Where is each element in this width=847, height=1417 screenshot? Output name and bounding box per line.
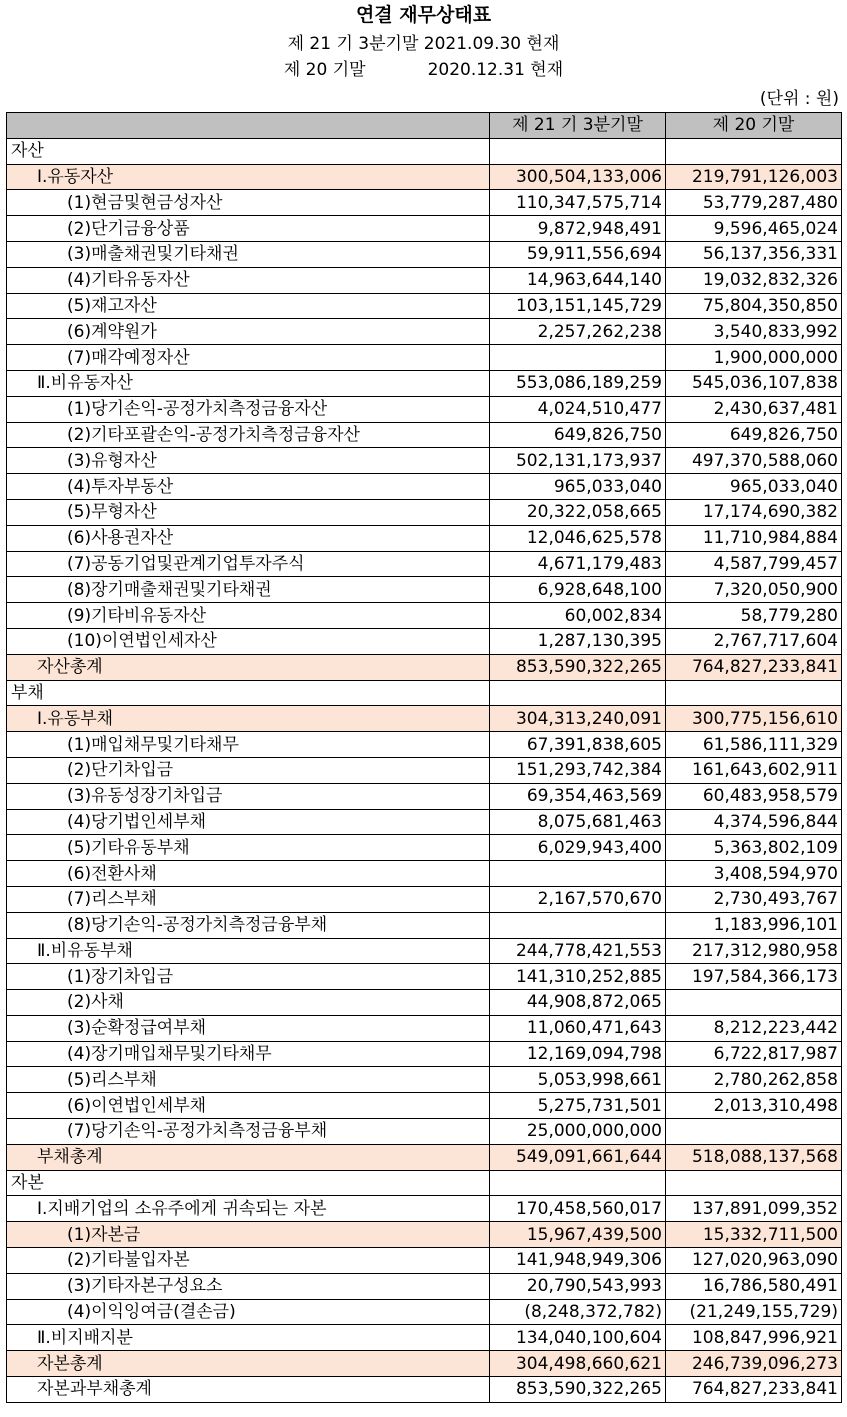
prior-period-value: 1,183,996,101 <box>666 912 842 938</box>
prior-period-value: 5,363,802,109 <box>666 835 842 861</box>
current-period-value: 12,169,094,798 <box>490 1041 666 1067</box>
current-period-value: 6,928,648,100 <box>490 577 666 603</box>
period-current: 제 21 기 3분기말 2021.09.30 현재 <box>287 34 560 54</box>
table-row <box>7 319 842 345</box>
table-row <box>7 241 842 267</box>
prior-period-value: 545,036,107,838 <box>666 370 842 396</box>
prior-period-value <box>666 990 842 1016</box>
prior-period-value: 7,320,050,900 <box>666 577 842 603</box>
current-period-value: 304,313,240,091 <box>490 706 666 732</box>
prior-period-value: 2,730,493,767 <box>666 886 842 912</box>
current-period-value: 549,091,661,644 <box>490 1144 666 1170</box>
table-row <box>7 164 842 190</box>
row-label: (7)당기손익-공정가치측정금융부채 <box>7 1119 490 1145</box>
table-row <box>7 912 842 938</box>
current-period-value: 20,322,058,665 <box>490 499 666 525</box>
prior-period-value: 2,767,717,604 <box>666 628 842 654</box>
prior-period-value: 497,370,588,060 <box>666 448 842 474</box>
prior-period-value: 219,791,126,003 <box>666 164 842 190</box>
row-label: (1)매입채무및기타채무 <box>7 732 490 758</box>
current-period-value <box>490 1170 666 1196</box>
table-body <box>7 138 842 1402</box>
prior-period-value: (21,249,155,729) <box>666 1299 842 1325</box>
table-row <box>7 886 842 912</box>
table-row <box>7 267 842 293</box>
row-label: (2)단기차입금 <box>7 757 490 783</box>
prior-period-value: 9,596,465,024 <box>666 216 842 242</box>
current-period-value: 25,000,000,000 <box>490 1119 666 1145</box>
current-period-value: 2,167,570,670 <box>490 886 666 912</box>
prior-period-value: 161,643,602,911 <box>666 757 842 783</box>
table-row <box>7 1351 842 1377</box>
table-row <box>7 680 842 706</box>
table-row <box>7 396 842 422</box>
prior-period-value: 2,013,310,498 <box>666 1093 842 1119</box>
row-label: 부채총계 <box>7 1144 490 1170</box>
table-row <box>7 706 842 732</box>
table-row <box>7 1222 842 1248</box>
prior-period-value: 8,212,223,442 <box>666 1015 842 1041</box>
current-period-value: 5,053,998,661 <box>490 1067 666 1093</box>
prior-period-value: 2,430,637,481 <box>666 396 842 422</box>
current-period-value: 44,908,872,065 <box>490 990 666 1016</box>
table-row <box>7 474 842 500</box>
prior-period-value: 4,587,799,457 <box>666 551 842 577</box>
header-current-period: 제 21 기 3분기말 <box>490 113 666 139</box>
table-row <box>7 1299 842 1325</box>
prior-period-value: 56,137,356,331 <box>666 241 842 267</box>
row-label: Ⅱ.비지배지분 <box>7 1325 490 1351</box>
current-period-value <box>490 680 666 706</box>
row-label: 자본 <box>7 1170 490 1196</box>
current-period-value <box>490 345 666 371</box>
row-label: 자산 <box>7 138 490 164</box>
current-period-value: 141,310,252,885 <box>490 964 666 990</box>
table-row <box>7 138 842 164</box>
prior-period-value <box>666 1119 842 1145</box>
prior-period-value: 75,804,350,850 <box>666 293 842 319</box>
current-period-value: 1,287,130,395 <box>490 628 666 654</box>
row-label: (7)매각예정자산 <box>7 345 490 371</box>
current-period-value: 304,498,660,621 <box>490 1351 666 1377</box>
current-period-value: 15,967,439,500 <box>490 1222 666 1248</box>
table-row <box>7 551 842 577</box>
current-period-value: 553,086,189,259 <box>490 370 666 396</box>
row-label: (1)자본금 <box>7 1222 490 1248</box>
row-label: (3)순확정급여부채 <box>7 1015 490 1041</box>
current-period-value: 110,347,575,714 <box>490 190 666 216</box>
row-label: (5)기타유동부채 <box>7 835 490 861</box>
table-row <box>7 732 842 758</box>
current-period-value: 9,872,948,491 <box>490 216 666 242</box>
current-period-value: 11,060,471,643 <box>490 1015 666 1041</box>
row-label: (3)유동성장기차입금 <box>7 783 490 809</box>
row-label: (10)이연법인세자산 <box>7 628 490 654</box>
current-period-value <box>490 912 666 938</box>
prior-period-value: 58,779,280 <box>666 603 842 629</box>
table-row <box>7 216 842 242</box>
unit-label: (단위 : 원) <box>759 89 839 109</box>
header-item <box>7 113 490 139</box>
table-row <box>7 757 842 783</box>
row-label: (4)이익잉여금(결손금) <box>7 1299 490 1325</box>
row-label: Ⅰ.지배기업의 소유주에게 귀속되는 자본 <box>7 1196 490 1222</box>
table-row <box>7 654 842 680</box>
table-row <box>7 499 842 525</box>
table-row <box>7 1377 842 1403</box>
row-label: (3)유형자산 <box>7 448 490 474</box>
table-row <box>7 1067 842 1093</box>
current-period-value: 4,024,510,477 <box>490 396 666 422</box>
table-row <box>7 1170 842 1196</box>
table-row <box>7 370 842 396</box>
row-label: (2)기타포괄손익-공정가치측정금융자산 <box>7 422 490 448</box>
current-period-value: 134,040,100,604 <box>490 1325 666 1351</box>
table-row <box>7 1119 842 1145</box>
prior-period-value: 53,779,287,480 <box>666 190 842 216</box>
row-label: (8)당기손익-공정가치측정금융부채 <box>7 912 490 938</box>
table-row <box>7 422 842 448</box>
prior-period-value <box>666 680 842 706</box>
prior-period-value: 16,786,580,491 <box>666 1273 842 1299</box>
period-prior-label: 제 20 기말 <box>283 60 366 80</box>
row-label: (6)전환사채 <box>7 861 490 887</box>
row-label: (5)무형자산 <box>7 499 490 525</box>
row-label: (4)투자부동산 <box>7 474 490 500</box>
table-row <box>7 1273 842 1299</box>
current-period-value: 4,671,179,483 <box>490 551 666 577</box>
prior-period-value: 60,483,958,579 <box>666 783 842 809</box>
table-row <box>7 783 842 809</box>
prior-period-value: 127,020,963,090 <box>666 1248 842 1274</box>
period-prior <box>0 58 847 82</box>
prior-period-value: 1,900,000,000 <box>666 345 842 371</box>
current-period-value: 141,948,949,306 <box>490 1248 666 1274</box>
current-period-value: 60,002,834 <box>490 603 666 629</box>
table-row <box>7 190 842 216</box>
table-row <box>7 938 842 964</box>
prior-period-value: 649,826,750 <box>666 422 842 448</box>
prior-period-value: 4,374,596,844 <box>666 809 842 835</box>
table-row <box>7 293 842 319</box>
prior-period-value: 518,088,137,568 <box>666 1144 842 1170</box>
current-period-value: 6,029,943,400 <box>490 835 666 861</box>
row-label: (6)이연법인세부채 <box>7 1093 490 1119</box>
prior-period-value: 137,891,099,352 <box>666 1196 842 1222</box>
row-label: (2)단기금융상품 <box>7 216 490 242</box>
row-label: (7)리스부채 <box>7 886 490 912</box>
prior-period-value: 246,739,096,273 <box>666 1351 842 1377</box>
prior-period-value: 965,033,040 <box>666 474 842 500</box>
prior-period-value: 764,827,233,841 <box>666 1377 842 1403</box>
row-label: (1)현금및현금성자산 <box>7 190 490 216</box>
row-label: (5)리스부채 <box>7 1067 490 1093</box>
row-label: (4)당기법인세부채 <box>7 809 490 835</box>
current-period-value: 244,778,421,553 <box>490 938 666 964</box>
period-prior-date: 2020.12.31 현재 <box>427 60 564 80</box>
row-label: (7)공동기업및관계기업투자주식 <box>7 551 490 577</box>
balance-sheet-table <box>6 112 842 1403</box>
row-label: Ⅱ.비유동부채 <box>7 938 490 964</box>
table-row <box>7 577 842 603</box>
prior-period-value: 17,174,690,382 <box>666 499 842 525</box>
prior-period-value: 2,780,262,858 <box>666 1067 842 1093</box>
row-label: 부채 <box>7 680 490 706</box>
table-header-row <box>7 113 842 139</box>
row-label: (5)재고자산 <box>7 293 490 319</box>
table-row <box>7 525 842 551</box>
table-row <box>7 809 842 835</box>
table-row <box>7 1325 842 1351</box>
row-label: Ⅰ.유동자산 <box>7 164 490 190</box>
row-label: (6)사용권자산 <box>7 525 490 551</box>
current-period-value: 67,391,838,605 <box>490 732 666 758</box>
current-period-value <box>490 861 666 887</box>
prior-period-value: 197,584,366,173 <box>666 964 842 990</box>
table-row <box>7 628 842 654</box>
prior-period-value <box>666 138 842 164</box>
current-period-value: 853,590,322,265 <box>490 1377 666 1403</box>
prior-period-value: 217,312,980,958 <box>666 938 842 964</box>
table-row <box>7 861 842 887</box>
row-label: 자산총계 <box>7 654 490 680</box>
current-period-value: (8,248,372,782) <box>490 1299 666 1325</box>
prior-period-value: 3,408,594,970 <box>666 861 842 887</box>
current-period-value: 649,826,750 <box>490 422 666 448</box>
row-label: Ⅰ.유동부채 <box>7 706 490 732</box>
current-period-value: 103,151,145,729 <box>490 293 666 319</box>
current-period-value: 59,911,556,694 <box>490 241 666 267</box>
current-period-value: 965,033,040 <box>490 474 666 500</box>
current-period-value <box>490 138 666 164</box>
prior-period-value: 300,775,156,610 <box>666 706 842 732</box>
row-label: Ⅱ.비유동자산 <box>7 370 490 396</box>
row-label: (2)사채 <box>7 990 490 1016</box>
table-row <box>7 1248 842 1274</box>
current-period-value: 300,504,133,006 <box>490 164 666 190</box>
table-row <box>7 990 842 1016</box>
current-period-value: 20,790,543,993 <box>490 1273 666 1299</box>
row-label: (8)장기매출채권및기타채권 <box>7 577 490 603</box>
prior-period-value: 11,710,984,884 <box>666 525 842 551</box>
prior-period-value <box>666 1170 842 1196</box>
row-label: 자본총계 <box>7 1351 490 1377</box>
current-period-value: 151,293,742,384 <box>490 757 666 783</box>
row-label: 자본과부채총계 <box>7 1377 490 1403</box>
current-period-value: 853,590,322,265 <box>490 654 666 680</box>
table-row <box>7 1015 842 1041</box>
table-row <box>7 835 842 861</box>
row-label: (9)기타비유동자산 <box>7 603 490 629</box>
current-period-value: 14,963,644,140 <box>490 267 666 293</box>
current-period-value: 2,257,262,238 <box>490 319 666 345</box>
prior-period-value: 3,540,833,992 <box>666 319 842 345</box>
prior-period-value: 764,827,233,841 <box>666 654 842 680</box>
current-period-value: 170,458,560,017 <box>490 1196 666 1222</box>
row-label: (1)장기차입금 <box>7 964 490 990</box>
prior-period-value: 61,586,111,329 <box>666 732 842 758</box>
row-label: (6)계약원가 <box>7 319 490 345</box>
row-label: (1)당기손익-공정가치측정금융자산 <box>7 396 490 422</box>
table-row <box>7 964 842 990</box>
current-period-value: 69,354,463,569 <box>490 783 666 809</box>
table-row <box>7 345 842 371</box>
table-row <box>7 1041 842 1067</box>
row-label: (4)장기매입채무및기타채무 <box>7 1041 490 1067</box>
statement-title: 연결 재무상태표 <box>355 4 492 26</box>
row-label: (3)기타자본구성요소 <box>7 1273 490 1299</box>
current-period-value: 5,275,731,501 <box>490 1093 666 1119</box>
prior-period-value: 6,722,817,987 <box>666 1041 842 1067</box>
table-row <box>7 448 842 474</box>
row-label: (2)기타불입자본 <box>7 1248 490 1274</box>
table-row <box>7 1196 842 1222</box>
table-row <box>7 603 842 629</box>
row-label: (3)매출채권및기타채권 <box>7 241 490 267</box>
prior-period-value: 19,032,832,326 <box>666 267 842 293</box>
header-prior-period: 제 20 기말 <box>666 113 842 139</box>
prior-period-value: 108,847,996,921 <box>666 1325 842 1351</box>
current-period-value: 8,075,681,463 <box>490 809 666 835</box>
current-period-value: 12,046,625,578 <box>490 525 666 551</box>
prior-period-value: 15,332,711,500 <box>666 1222 842 1248</box>
row-label: (4)기타유동자산 <box>7 267 490 293</box>
current-period-value: 502,131,173,937 <box>490 448 666 474</box>
table-row <box>7 1144 842 1170</box>
table-row <box>7 1093 842 1119</box>
